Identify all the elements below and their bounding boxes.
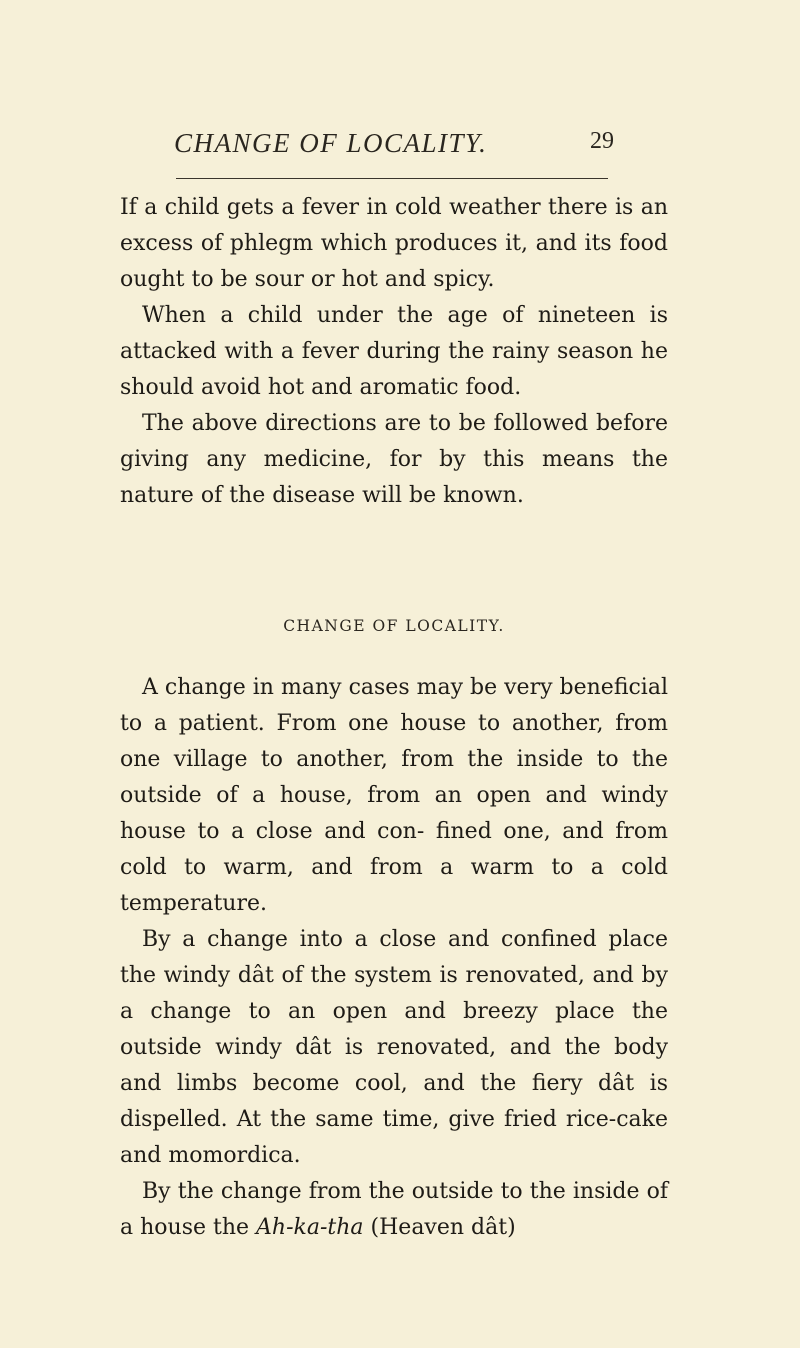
header-rule (176, 178, 608, 179)
italic-term: Ah-ka-tha (256, 1215, 364, 1240)
opening-text-block (120, 190, 668, 514)
running-head (174, 128, 614, 159)
paragraph: If a child gets a fever in cold weather there is an excess of phlegm which produces it, and its food ought to be sour or hot and spicy. (120, 195, 668, 292)
page-number: 29 (590, 128, 614, 154)
paragraph: The above directions are to be followed before giving any medicine, for by this means the nature of the disease will be known. (120, 411, 668, 508)
paragraph-lead: By the change from the outside to the inside of a house the (120, 1179, 668, 1240)
paragraph: When a child under the age of nineteen is attacked with a fever during the rainy season he should avoid hot and aromatic food. (120, 303, 668, 400)
paragraph: By a change into a close and confined place the windy dât of the system is renovated, and by a change to an open and breezy place the outside windy dât is renovated, and the body and limbs become cool, and the fiery dât is dispelled. At the same time, give fried rice-cake and momordica. (120, 927, 668, 1168)
section-text-block (120, 670, 668, 1246)
paragraph-last (120, 1174, 668, 1246)
paragraph: A change in many cases may be very beneficial to a patient. From one house to another, from one village to another, from the inside to the outside of a house, from an open and windy house to a close and con- fined one, and from cold to warm, and from a warm to a cold temperature. (120, 675, 668, 916)
section-heading: CHANGE OF LOCALITY. (283, 617, 505, 635)
running-title: CHANGE OF LOCALITY. (174, 128, 488, 158)
paragraph-trail: (Heaven dât) (363, 1215, 516, 1240)
